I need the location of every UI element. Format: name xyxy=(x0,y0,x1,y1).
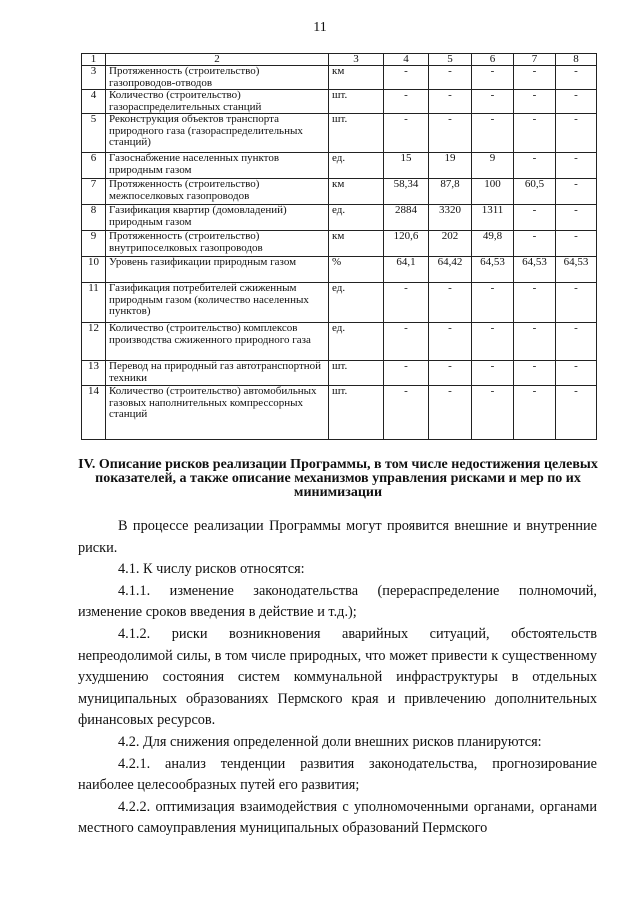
row-number: 12 xyxy=(82,323,106,361)
value-cell: 1311 xyxy=(472,205,514,231)
value-cell: - xyxy=(384,283,429,323)
table-row xyxy=(82,283,597,323)
value-cell: - xyxy=(514,386,556,440)
value-cell: - xyxy=(556,205,597,231)
value-cell: - xyxy=(384,114,429,153)
row-number: 9 xyxy=(82,231,106,257)
header-cell: 1 xyxy=(82,54,106,66)
value-cell: - xyxy=(514,114,556,153)
value-cell: - xyxy=(514,283,556,323)
table-row xyxy=(82,361,597,386)
header-cell: 3 xyxy=(329,54,384,66)
value-cell: 64,1 xyxy=(384,257,429,283)
value-cell: 49,8 xyxy=(472,231,514,257)
table-row xyxy=(82,386,597,440)
value-cell: 64,53 xyxy=(556,257,597,283)
paragraph: В процессе реализации Программы могут проявится внешние и внутренние риски. xyxy=(78,518,597,556)
table-row xyxy=(82,231,597,257)
value-cell: - xyxy=(556,361,597,386)
value-cell: - xyxy=(556,153,597,179)
value-cell: 64,42 xyxy=(429,257,472,283)
value-cell: - xyxy=(514,205,556,231)
unit-cell: шт. xyxy=(329,90,384,114)
table-row xyxy=(82,323,597,361)
value-cell: - xyxy=(556,283,597,323)
indicator-name: Протяженность (строительство) внутрипоселковых газопроводов xyxy=(106,231,329,257)
value-cell: - xyxy=(556,114,597,153)
unit-cell: ед. xyxy=(329,205,384,231)
indicator-name: Газификация квартир (домовладений) природным газом xyxy=(106,205,329,231)
row-number: 10 xyxy=(82,257,106,283)
unit-cell: шт. xyxy=(329,361,384,386)
value-cell: - xyxy=(556,386,597,440)
header-cell: 4 xyxy=(384,54,429,66)
header-cell: 7 xyxy=(514,54,556,66)
value-cell: 64,53 xyxy=(472,257,514,283)
value-cell: - xyxy=(472,361,514,386)
value-cell: - xyxy=(514,153,556,179)
value-cell: 87,8 xyxy=(429,179,472,205)
value-cell: - xyxy=(472,283,514,323)
value-cell: 9 xyxy=(472,153,514,179)
paragraph: 4.1.2. риски возникновения аварийных ситуаций, обстоятельств непреодолимой силы, в том числе природных, что может привести к существенному ухудшению состояния систем коммунальной инфраструктуры в отдельных муниципальных образованиях Пермского края и привлечению дополнительных финансовых ресурсов. xyxy=(78,625,597,729)
value-cell: 3320 xyxy=(429,205,472,231)
row-number: 7 xyxy=(82,179,106,205)
table-row xyxy=(82,153,597,179)
indicator-name: Количество (строительство) комплексов производства сжиженного природного газа xyxy=(106,323,329,361)
value-cell: 60,5 xyxy=(514,179,556,205)
value-cell: 15 xyxy=(384,153,429,179)
value-cell: - xyxy=(556,90,597,114)
unit-cell: км xyxy=(329,231,384,257)
value-cell: - xyxy=(429,386,472,440)
value-cell: - xyxy=(514,66,556,90)
row-number: 8 xyxy=(82,205,106,231)
row-number: 11 xyxy=(82,283,106,323)
value-cell: - xyxy=(384,66,429,90)
table-row xyxy=(82,179,597,205)
header-cell: 2 xyxy=(106,54,329,66)
unit-cell: шт. xyxy=(329,114,384,153)
value-cell: 2884 xyxy=(384,205,429,231)
unit-cell: ед. xyxy=(329,323,384,361)
table-row xyxy=(82,90,597,114)
unit-cell: % xyxy=(329,257,384,283)
value-cell: 64,53 xyxy=(514,257,556,283)
value-cell: 58,34 xyxy=(384,179,429,205)
value-cell: - xyxy=(429,283,472,323)
value-cell: - xyxy=(472,323,514,361)
table-row xyxy=(82,205,597,231)
table-header-row xyxy=(82,54,597,66)
table-row xyxy=(82,66,597,90)
value-cell: - xyxy=(429,361,472,386)
value-cell: - xyxy=(384,386,429,440)
table-row xyxy=(82,257,597,283)
unit-cell: шт. xyxy=(329,386,384,440)
value-cell: 202 xyxy=(429,231,472,257)
value-cell: - xyxy=(556,231,597,257)
value-cell: - xyxy=(514,361,556,386)
indicator-name: Количество (строительство) газораспределительных станций xyxy=(106,90,329,114)
value-cell: - xyxy=(556,323,597,361)
value-cell: - xyxy=(429,323,472,361)
indicator-name: Протяженность (строительство) межпоселковых газопроводов xyxy=(106,179,329,205)
indicator-name: Газификация потребителей сжиженным природным газом (количество населенных пунктов) xyxy=(106,283,329,323)
value-cell: - xyxy=(556,66,597,90)
header-cell: 6 xyxy=(472,54,514,66)
row-number: 14 xyxy=(82,386,106,440)
row-number: 4 xyxy=(82,90,106,114)
paragraph: 4.2.1. анализ тенденции развития законодательства, прогнозирование наиболее целесообразных путей его развития; xyxy=(78,755,597,794)
unit-cell: ед. xyxy=(329,153,384,179)
header-cell: 5 xyxy=(429,54,472,66)
value-cell: - xyxy=(429,90,472,114)
value-cell: - xyxy=(472,114,514,153)
value-cell: - xyxy=(514,90,556,114)
paragraph: 4.1. К числу рисков относятся: xyxy=(118,561,305,578)
value-cell: 19 xyxy=(429,153,472,179)
row-number: 3 xyxy=(82,66,106,90)
value-cell: - xyxy=(384,361,429,386)
value-cell: - xyxy=(514,323,556,361)
indicators-table xyxy=(81,53,597,440)
indicator-name: Уровень газификации природным газом xyxy=(106,257,329,283)
value-cell: - xyxy=(514,231,556,257)
header-cell: 8 xyxy=(556,54,597,66)
paragraph: 4.1.1. изменение законодательства (перераспределение полномочий, изменение сроков введения в действие и т.д.); xyxy=(78,582,597,621)
value-cell: - xyxy=(429,114,472,153)
indicator-name: Протяженность (строительство) газопроводов-отводов xyxy=(106,66,329,90)
section-heading: IV. Описание рисков реализации Программы, в том числе недостижения целевых показателей, а также описание механизмов управления рисками и мер по их минимизации xyxy=(78,457,598,500)
value-cell: - xyxy=(429,66,472,90)
unit-cell: ед. xyxy=(329,283,384,323)
value-cell: - xyxy=(472,386,514,440)
value-cell: - xyxy=(384,323,429,361)
row-number: 5 xyxy=(82,114,106,153)
value-cell: - xyxy=(384,90,429,114)
unit-cell: км xyxy=(329,66,384,90)
table-row xyxy=(82,114,597,153)
indicator-name: Перевод на природный газ автотранспортной техники xyxy=(106,361,329,386)
unit-cell: км xyxy=(329,179,384,205)
indicator-name: Количество (строительство) автомобильных газовых наполнительных компрессорных станций xyxy=(106,386,329,440)
page-number: 11 xyxy=(313,20,327,35)
value-cell: - xyxy=(472,90,514,114)
value-cell: - xyxy=(472,66,514,90)
row-number: 6 xyxy=(82,153,106,179)
value-cell: 120,6 xyxy=(384,231,429,257)
body-text xyxy=(78,516,597,840)
value-cell: 100 xyxy=(472,179,514,205)
row-number: 13 xyxy=(82,361,106,386)
paragraph: 4.2.2. оптимизация взаимодействия с уполномоченными органами, органами местного самоуправления муниципальных образований Пермского xyxy=(78,798,597,837)
paragraph: 4.2. Для снижения определенной доли внешних рисков планируются: xyxy=(118,733,542,750)
indicator-name: Реконструкция объектов транспорта природного газа (газораспределительных станций) xyxy=(106,114,329,153)
indicator-name: Газоснабжение населенных пунктов природным газом xyxy=(106,153,329,179)
value-cell: - xyxy=(556,179,597,205)
